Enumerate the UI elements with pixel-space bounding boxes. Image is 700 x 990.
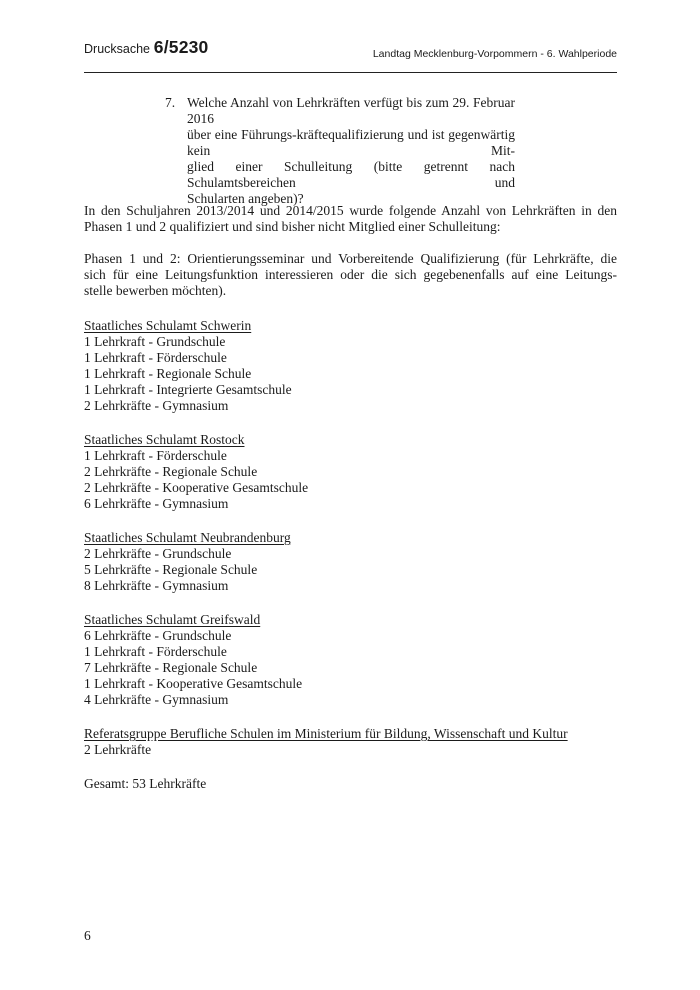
section-title: Staatliches Schulamt Schwerin [84, 318, 252, 333]
doc-number: 6/5230 [153, 37, 209, 57]
teacher-count-entry: 2 Lehrkräfte - Kooperative Gesamtschule [84, 480, 309, 495]
question-line: Welche Anzahl von Lehrkräften verfügt bis zum 29. Februar 2016 [187, 95, 515, 126]
section-title: Staatliches Schulamt Neubrandenburg [84, 530, 291, 545]
teacher-count-entry: 1 Lehrkraft - Förderschule [84, 448, 227, 463]
phases-paragraph [84, 251, 617, 299]
question-line: Schularten angeben)? [187, 191, 304, 206]
teacher-count-entry: 2 Lehrkräfte - Regionale Schule [84, 464, 258, 479]
teacher-count-entry: 1 Lehrkraft - Grundschule [84, 334, 226, 349]
parliament-session-info: Landtag Mecklenburg-Vorpommern - 6. Wahlperiode [372, 48, 617, 60]
question-7-block [165, 95, 515, 207]
teacher-count-entry: 6 Lehrkräfte - Gymnasium [84, 496, 229, 511]
total-teachers: Gesamt: 53 Lehrkräfte [84, 776, 207, 791]
teacher-count-entry: 4 Lehrkräfte - Gymnasium [84, 692, 229, 707]
document-id [84, 39, 209, 57]
section-title: Staatliches Schulamt Greifswald [84, 612, 261, 627]
teacher-count-entry: 5 Lehrkräfte - Regionale Schule [84, 562, 258, 577]
teacher-count-entry: 1 Lehrkraft - Regionale Schule [84, 366, 252, 381]
school-district-list [84, 318, 617, 792]
question-line: glied einer Schulleitung (bitte getrennt nach Schulamtsbereichen und [187, 159, 515, 190]
teacher-count-entry: 1 Lehrkraft - Förderschule [84, 350, 227, 365]
header-divider [84, 72, 617, 73]
paragraph-line: stelle bewerben möchten). [84, 283, 227, 298]
teacher-count-entry: 1 Lehrkraft - Kooperative Gesamtschule [84, 676, 303, 691]
section-rostock [84, 432, 617, 512]
page-number: 6 [84, 928, 91, 943]
teacher-count-entry: 2 Lehrkräfte - Grundschule [84, 546, 232, 561]
doc-type-label: Drucksache [84, 42, 150, 56]
teacher-count-entry: 1 Lehrkraft - Förderschule [84, 644, 227, 659]
teacher-count-entry: 1 Lehrkraft - Integrierte Gesamtschule [84, 382, 292, 397]
teacher-count-entry: 2 Lehrkräfte [84, 742, 152, 757]
section-neubrandenburg [84, 530, 617, 594]
section-schwerin [84, 318, 617, 414]
paragraph-line: Phasen 1 und 2 qualifiziert und sind bisher nicht Mitglied einer Schulleitung: [84, 219, 501, 234]
paragraph-line: Phasen 1 und 2: Orientierungsseminar und Vorbereitende Qualifizierung (für Lehrkräfte, die [84, 251, 617, 266]
paragraph-line: sich für eine Leitungsfunktion interessieren oder die sich gegebenenfalls auf eine Leitungs- [84, 267, 617, 282]
section-greifswald [84, 612, 617, 708]
paragraph-line: In den Schuljahren 2013/2014 und 2014/2015 wurde folgende Anzahl von Lehrkräften in den [84, 203, 617, 218]
teacher-count-entry: 6 Lehrkräfte - Grundschule [84, 628, 232, 643]
question-line: über eine Führungs-kräftequalifizierung und ist gegenwärtig kein Mit- [187, 127, 515, 158]
intro-paragraph [84, 203, 617, 235]
teacher-count-entry: 2 Lehrkräfte - Gymnasium [84, 398, 229, 413]
question-number: 7. [165, 95, 176, 110]
section-berufliche-schulen [84, 726, 617, 758]
teacher-count-entry: 7 Lehrkräfte - Regionale Schule [84, 660, 258, 675]
section-title: Staatliches Schulamt Rostock [84, 432, 245, 447]
teacher-count-entry: 8 Lehrkräfte - Gymnasium [84, 578, 229, 593]
section-title: Referatsgruppe Berufliche Schulen im Ministerium für Bildung, Wissenschaft und Kultur [84, 726, 568, 741]
question-text [187, 95, 515, 207]
